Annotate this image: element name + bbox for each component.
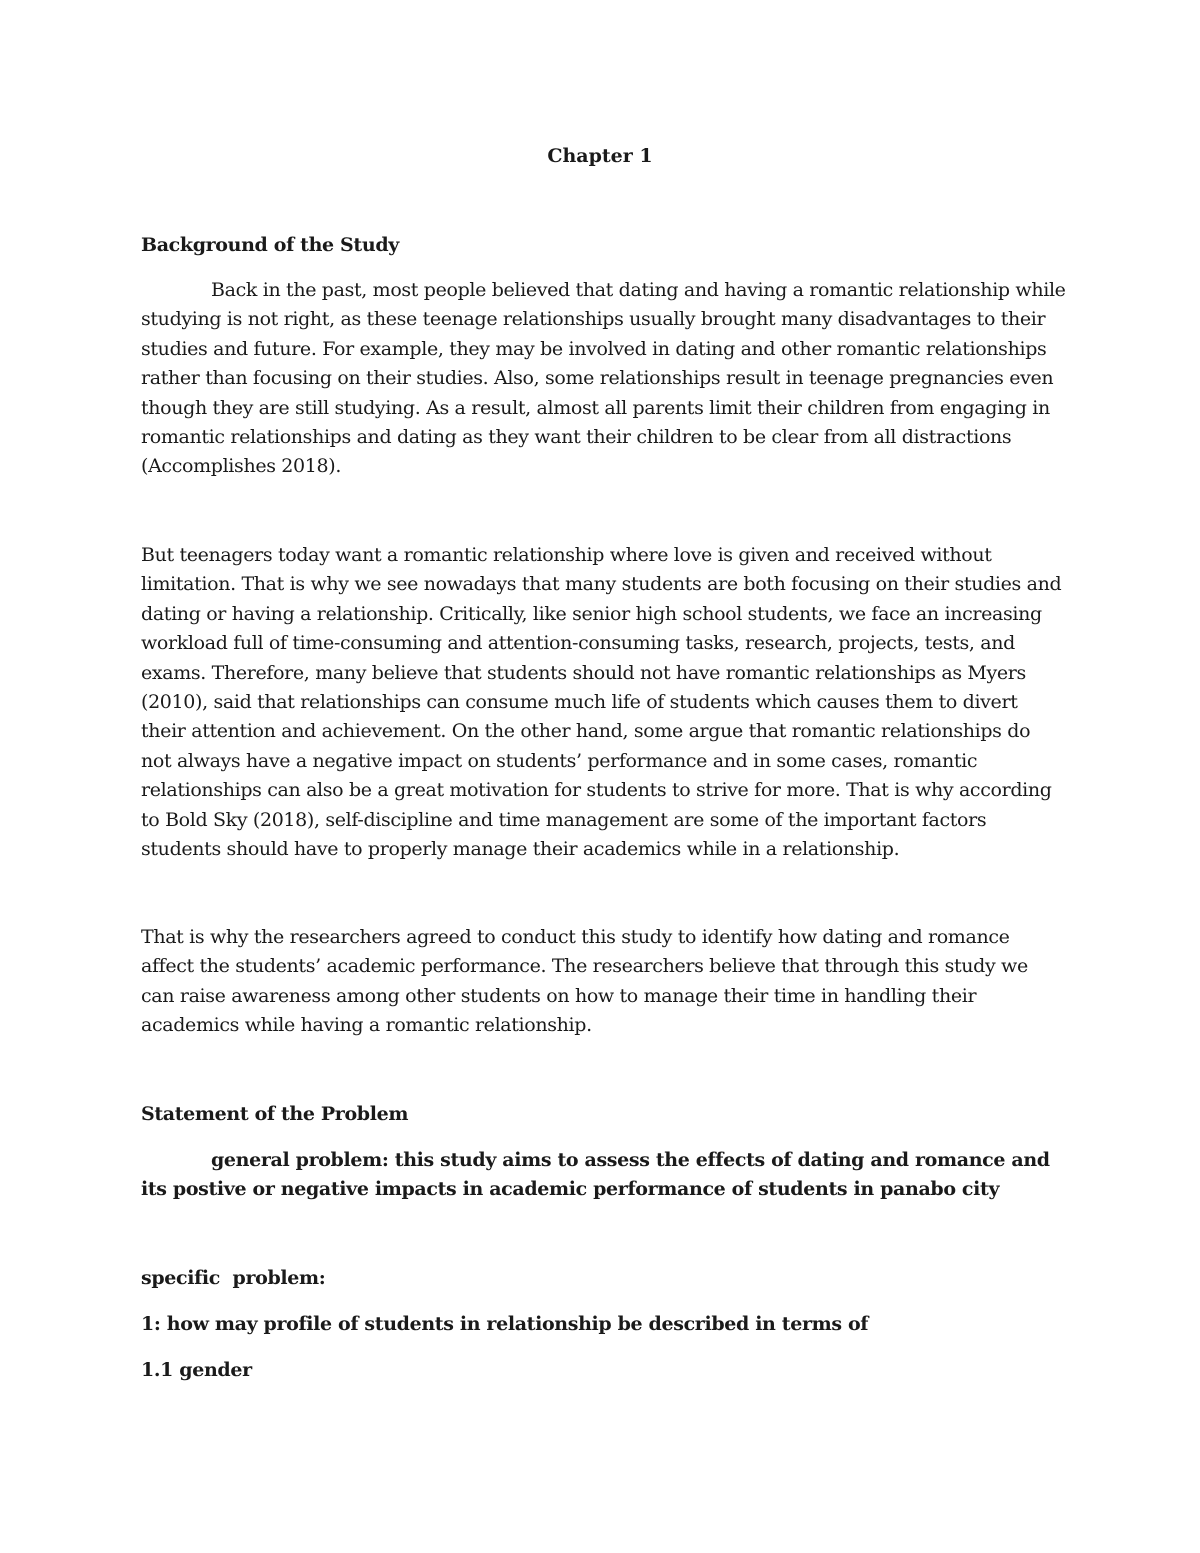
chapter-title: Chapter 1 [547, 145, 653, 167]
background-paragraph-3: That is why the researchers agreed to conduct this study to identify how dating and romance affect the students’ academic performance. The researchers believe that through this study we can raise awareness among other students on how to manage their time in handling their academics while having a romantic relationship. [141, 926, 1028, 1037]
background-paragraph-1: Back in the past, most people believed that dating and having a romantic relationship while studying is not right, as these teenage relationships usually brought many disadvantages to their studies and future. For example, they may be involved in dating and other romantic relationships rather than focusing on their studies. Also, some relationships result in teenage pregnancies even though they are still studying. As a result, almost all parents limit their children from engaging in romantic relationships and dating as they want their children to be clear from all distractions (Accomplishes 2018). [141, 279, 1066, 478]
specific-problem-item-1-1: 1.1 gender [141, 1359, 252, 1381]
problem-heading: Statement of the Problem [141, 1103, 409, 1125]
background-heading: Background of the Study [141, 234, 399, 256]
background-paragraph-2: But teenagers today want a romantic relationship where love is given and received without limitation. That is why we see nowadays that many students are both focusing on their studies and dating or having a relationship. Critically, like senior high school students, we face an increasing workload full of time-consuming and attention-consuming tasks, research, projects, tests, and exams. Therefore, many believe that students should not have romantic relationships as Myers (2010), said that relationships can consume much life of students which causes them to divert their attention and achievement. On the other hand, some argue that romantic relationships do not always have a negative impact on students’ performance and in some cases, romantic relationships can also be a great motivation for students to strive for more. That is why according to Bold Sky (2018), self-discipline and time management are some of the important factors students should have to properly manage their academics while in a relationship. [141, 544, 1062, 861]
specific-problem-item-1: 1: how may profile of students in relationship be described in terms of [141, 1313, 869, 1335]
general-problem: general problem: this study aims to assess the effects of dating and romance and its postive or negative impacts in academic performance of students in panabo city [141, 1149, 1050, 1201]
specific-problem-heading: specific problem: [141, 1267, 326, 1289]
